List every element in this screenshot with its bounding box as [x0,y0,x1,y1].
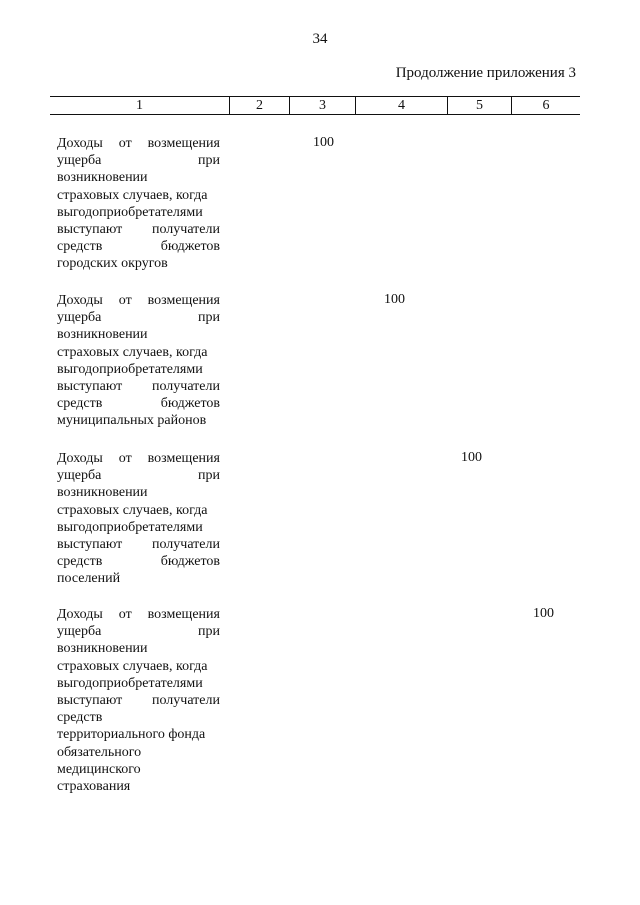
description-line [57,778,220,795]
description-word: выступают [57,693,123,709]
row-value: 100 [533,606,554,621]
description-line [57,467,220,484]
table-header [50,96,580,115]
description-line [57,536,220,553]
description-line [57,412,220,429]
description-word: возмещения [147,607,220,622]
description-word: возникновении [57,485,148,501]
description-word: ущерба [57,310,102,326]
description-line [57,623,220,640]
description-line [57,726,220,743]
description-word: медицинского [57,761,141,777]
description-line [57,519,220,536]
description-line [57,692,220,709]
description-line [57,502,220,519]
description-line [57,450,220,467]
description-word: страховых случаев, когда [57,344,208,360]
description-word: при [198,153,220,169]
description-line [57,292,220,309]
description-word: средств [57,554,103,570]
description-word: Доходы [57,607,103,622]
header-cell-6: 6 [542,98,550,113]
description-word: возникновении [57,327,148,343]
description-line [57,221,220,238]
description-line [57,326,220,343]
description-word: выгодоприобретателями [57,361,203,377]
description-line [57,570,220,587]
description-word: выгодоприобретателями [57,519,203,535]
row-description [57,292,220,430]
row-value: 100 [461,450,482,465]
description-word: муниципальных районов [57,413,207,429]
header-cell-3: 3 [290,96,356,114]
description-word: Доходы [57,293,103,308]
description-word: возмещения [147,451,220,466]
description-line [57,640,220,657]
description-line [57,744,220,761]
description-line [57,761,220,778]
page-number: 34 [312,31,328,47]
description-line [57,309,220,326]
description-word: Доходы [57,451,103,466]
description-word: бюджетов [160,239,220,255]
header-cell-5: 5 [448,96,512,114]
description-word: выгодоприобретателями [57,204,203,220]
description-word: выгодоприобретателями [57,675,203,691]
description-line [57,187,220,204]
description-line [57,361,220,378]
description-word: получатели [152,379,220,395]
description-word: от [118,451,132,466]
description-line [57,152,220,169]
description-word: ущерба [57,624,102,640]
description-line [57,135,220,152]
row-value: 100 [384,292,405,307]
description-word: возмещения [147,293,220,308]
description-line [57,709,220,726]
description-line [57,606,220,623]
description-word: поселений [57,571,121,587]
continuation-label: Продолжение приложения 3 [395,65,576,81]
description-word: страховых случаев, когда [57,502,208,518]
description-word: при [198,624,220,640]
description-word: средств [57,239,103,255]
description-word: получатели [152,693,220,709]
header-cell-1: 1 [50,96,230,114]
description-line [57,204,220,221]
row-description [57,450,220,588]
description-line [57,344,220,361]
description-word: страховых случаев, когда [57,187,208,203]
description-word: возникновении [57,641,148,657]
description-line [57,395,220,412]
description-word: обязательного [57,744,142,760]
description-line [57,169,220,186]
description-word: страховых случаев, когда [57,658,208,674]
description-word: от [118,607,132,622]
description-word: получатели [152,537,220,553]
header-cell-2: 2 [230,96,290,114]
description-line [57,675,220,692]
description-word: выступают [57,537,123,553]
description-word: бюджетов [160,396,220,412]
description-word: ущерба [57,153,102,169]
description-line [57,484,220,501]
description-word: средств [57,396,103,412]
description-word: при [198,310,220,326]
description-word: выступают [57,379,123,395]
description-word: возмещения [147,136,220,151]
description-word: ущерба [57,468,102,484]
description-line [57,238,220,255]
row-description [57,135,220,273]
description-line [57,553,220,570]
description-line [57,658,220,675]
description-word: городских округов [57,256,168,272]
description-word: от [118,293,132,308]
description-word: от [118,136,132,151]
description-line [57,378,220,395]
description-word: средств [57,710,103,726]
header-cell-4: 4 [356,96,448,114]
description-word: территориального фонда [57,727,206,743]
description-word: страхования [57,779,131,795]
description-word: возникновении [57,170,148,186]
description-word: при [198,468,220,484]
description-word: Доходы [57,136,103,151]
description-word: бюджетов [160,554,220,570]
description-word: выступают [57,222,123,238]
description-line [57,255,220,272]
description-word: получатели [152,222,220,238]
row-value: 100 [313,135,334,150]
row-description [57,606,220,795]
